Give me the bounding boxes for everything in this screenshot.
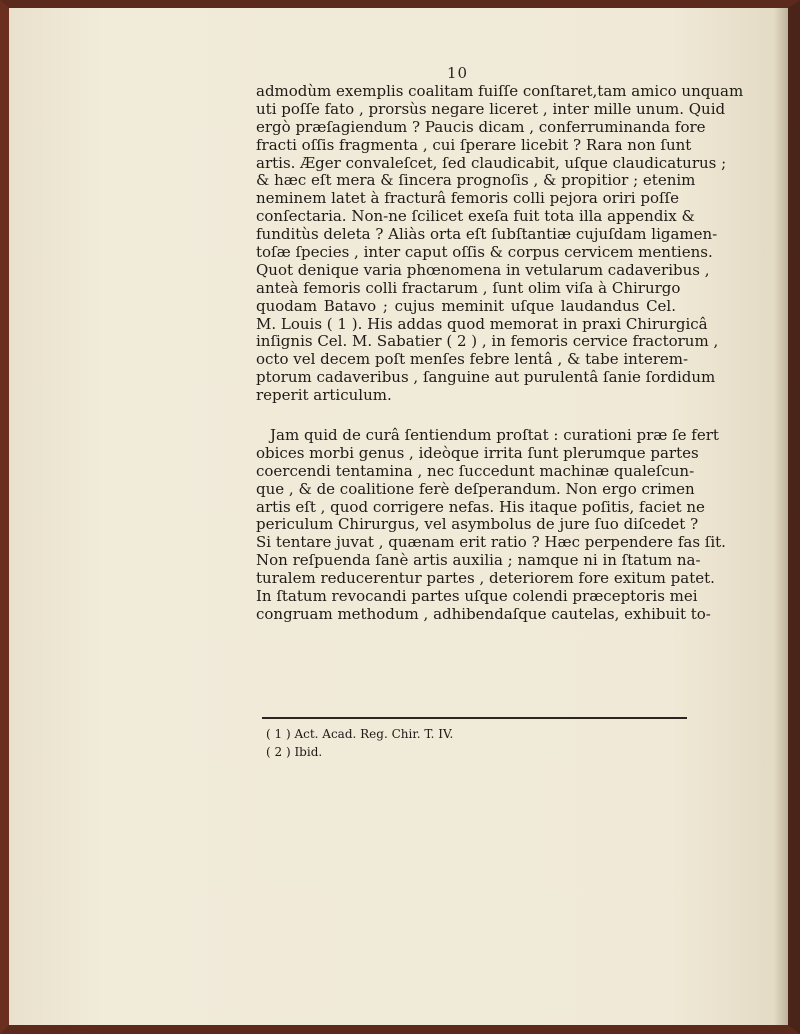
text-line: funditùs deleta ? Aliàs orta eſt ſubſtantiæ cujuſdam ligamen- — [256, 225, 718, 244]
text-line: M. Louis ( 1 ). His addas quod memorat in praxi Chirurgicâ — [256, 314, 708, 333]
text-line: turalem reducerentur partes , deteriorem fore exitum patet. — [256, 569, 715, 588]
text-line: coercendi tentamina , nec ſuccedunt machinæ qualeſcun- — [256, 461, 695, 480]
text-line: toſæ ſpecies , inter caput oſſis & corpus cervicem mentiens. — [256, 243, 713, 262]
text-line: quodam Batavo ; cujus meminit uſque laudandus Cel. — [256, 296, 676, 315]
text-line: que , & de coalitione ferè deſperandum. Non ergo crimen — [256, 479, 695, 498]
text-line: reperit articulum. — [256, 386, 392, 405]
footnotes — [266, 725, 566, 761]
text-line: Quot denique varia phœnomena in vetularum cadaveribus , — [256, 260, 710, 279]
text-line: artis. Æger convaleſcet, ſed claudicabit, uſque claudicaturus ; — [256, 153, 727, 172]
text-line: Non reſpuenda ſanè artis auxilia ; namque ni in ſtatum na- — [256, 551, 701, 570]
text-line: fracti oſſis fragmenta , cui ſperare licebit ? Rara non ſunt — [256, 135, 692, 154]
text-line: ptorum cadaveribus , ſanguine aut purulentâ ſanie ſordidum — [256, 368, 716, 387]
text-line: ergò præſagiendum ? Paucis dicam , conferruminanda fore — [256, 117, 706, 136]
text-line: periculum Chirurgus, vel asymbolus de jure ſuo diſcedet ? — [256, 515, 699, 534]
text-line: inſignis Cel. M. Sabatier ( 2 ) , in femoris cervice fractorum , — [256, 332, 719, 351]
footnote-2: ( 2 ) Ibid. — [266, 745, 323, 759]
text-line: obices morbi genus , ideòque irrita ſunt plerumque partes — [256, 443, 699, 462]
footnote-1: ( 1 ) Act. Acad. Reg. Chir. T. IV. — [266, 727, 454, 741]
text-line: octo vel decem poſt menſes febre lentâ , & tabe interem- — [256, 350, 689, 369]
footnote-rule — [262, 717, 687, 719]
page-edge-shadow — [774, 8, 788, 1025]
page-number: 10 — [447, 64, 469, 82]
text-line: & hæc eſt mera & ſincera prognoſis , & propitior ; etenim — [256, 171, 696, 190]
text-line: artis eſt , quod corrigere nefas. His itaque poſitis, faciet ne — [256, 497, 705, 516]
text-line: conſectaria. Non-ne ſcilicet exeſa fuit tota illa appendix & — [256, 207, 695, 226]
paragraph-1 — [256, 82, 744, 405]
main-text — [256, 82, 744, 624]
text-line: admodùm exemplis coalitam fuiſſe conſtaret,tam amico unquam — [256, 82, 744, 100]
paragraph-gap — [256, 405, 676, 427]
text-line: Jam quid de curâ ſentiendum proſtat : curationi præ ſe fert — [270, 426, 719, 445]
text-line: neminem latet à fracturâ femoris colli pejora oriri poſſe — [256, 189, 679, 208]
text-line: congruam methodum , adhibendaſque cautelas, exhibuit to- — [256, 604, 711, 623]
paragraph-2 — [256, 426, 726, 624]
text-line: anteà femoris colli fractarum , ſunt olim viſa à Chirurgo — [256, 278, 681, 297]
text-line: Si tentare juvat , quænam erit ratio ? Hæc perpendere fas ſit. — [256, 533, 726, 552]
text-line: In ſtatum revocandi partes uſque colendi præceptoris mei — [256, 587, 698, 606]
text-line: uti poſſe fato , prorsùs negare liceret , inter mille unum. Quid — [256, 99, 726, 118]
